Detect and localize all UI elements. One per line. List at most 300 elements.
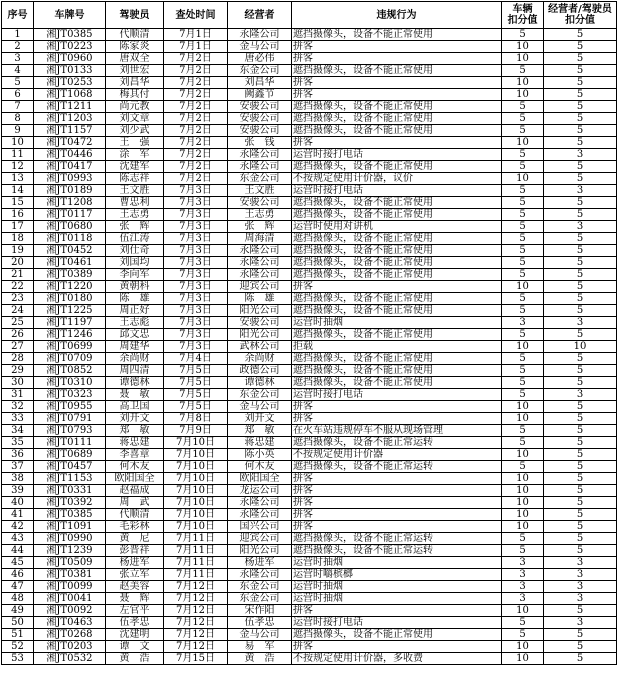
cell-operator: 东金公司 bbox=[228, 389, 292, 401]
cell-driver: 梅其付 bbox=[106, 89, 164, 101]
cell-operator: 永隆公司 bbox=[228, 497, 292, 509]
cell-violation: 不按规定使用计价器，议价 bbox=[292, 173, 502, 185]
cell-date: 7月2日 bbox=[164, 77, 228, 89]
cell-violation: 运营时抽烟 bbox=[292, 317, 502, 329]
cell-driver: 谭德林 bbox=[106, 377, 164, 389]
cell-plate: 湘JT0955 bbox=[34, 401, 106, 413]
cell-date: 7月2日 bbox=[164, 161, 228, 173]
cell-violation: 运营时抽烟 bbox=[292, 593, 502, 605]
cell-index: 21 bbox=[2, 269, 34, 281]
cell-operator-points: 3 bbox=[544, 569, 617, 581]
cell-driver: 沈建明 bbox=[106, 629, 164, 641]
cell-index: 23 bbox=[2, 293, 34, 305]
cell-index: 13 bbox=[2, 173, 34, 185]
cell-operator-points: 5 bbox=[544, 485, 617, 497]
cell-operator-points: 5 bbox=[544, 197, 617, 209]
cell-operator: 余尚财 bbox=[228, 353, 292, 365]
cell-index: 42 bbox=[2, 521, 34, 533]
cell-vehicle-points: 5 bbox=[502, 365, 544, 377]
cell-date: 7月10日 bbox=[164, 461, 228, 473]
cell-violation: 拼客 bbox=[292, 473, 502, 485]
table-row bbox=[2, 401, 617, 413]
cell-driver: 张立军 bbox=[106, 569, 164, 581]
cell-vehicle-points: 5 bbox=[502, 293, 544, 305]
cell-operator-points: 5 bbox=[544, 377, 617, 389]
header-vehicle-points: 车辆 扣分值 bbox=[502, 2, 544, 29]
cell-date: 7月3日 bbox=[164, 269, 228, 281]
cell-driver: 何木友 bbox=[106, 461, 164, 473]
cell-violation: 拼客 bbox=[292, 401, 502, 413]
table-row bbox=[2, 497, 617, 509]
cell-vehicle-points: 5 bbox=[502, 197, 544, 209]
table-row bbox=[2, 641, 617, 653]
table-row bbox=[2, 533, 617, 545]
cell-operator: 国兴公司 bbox=[228, 521, 292, 533]
cell-index: 8 bbox=[2, 113, 34, 125]
cell-date: 7月2日 bbox=[164, 101, 228, 113]
cell-driver: 邱文忠 bbox=[106, 329, 164, 341]
cell-date: 7月11日 bbox=[164, 569, 228, 581]
cell-operator-points: 5 bbox=[544, 53, 617, 65]
table-row bbox=[2, 29, 617, 41]
cell-operator: 蒋忠建 bbox=[228, 437, 292, 449]
cell-driver: 聂 敏 bbox=[106, 389, 164, 401]
cell-operator: 永隆公司 bbox=[228, 29, 292, 41]
cell-driver: 赵福成 bbox=[106, 485, 164, 497]
cell-operator: 阳光公司 bbox=[228, 329, 292, 341]
cell-vehicle-points: 5 bbox=[502, 185, 544, 197]
cell-violation: 遮挡摄像头，设备不能正常运转 bbox=[292, 545, 502, 557]
cell-driver: 尚元教 bbox=[106, 101, 164, 113]
cell-operator: 政德公司 bbox=[228, 365, 292, 377]
table-row bbox=[2, 425, 617, 437]
cell-operator-points: 5 bbox=[544, 545, 617, 557]
cell-operator: 永隆公司 bbox=[228, 245, 292, 257]
cell-date: 7月12日 bbox=[164, 629, 228, 641]
cell-operator-points: 5 bbox=[544, 161, 617, 173]
cell-index: 3 bbox=[2, 53, 34, 65]
cell-operator: 郑 敏 bbox=[228, 425, 292, 437]
cell-plate: 湘JT0189 bbox=[34, 185, 106, 197]
cell-operator-points: 3 bbox=[544, 593, 617, 605]
cell-violation: 拒载 bbox=[292, 341, 502, 353]
cell-plate: 湘JT0472 bbox=[34, 137, 106, 149]
cell-date: 7月10日 bbox=[164, 485, 228, 497]
cell-operator-points: 5 bbox=[544, 269, 617, 281]
cell-vehicle-points: 5 bbox=[502, 209, 544, 221]
table-row bbox=[2, 449, 617, 461]
cell-operator-points: 5 bbox=[544, 137, 617, 149]
cell-plate: 湘JT0993 bbox=[34, 173, 106, 185]
cell-date: 7月10日 bbox=[164, 497, 228, 509]
cell-index: 4 bbox=[2, 65, 34, 77]
cell-driver: 刘仕奇 bbox=[106, 245, 164, 257]
cell-violation: 运营时嚼槟榔 bbox=[292, 569, 502, 581]
table-row bbox=[2, 317, 617, 329]
cell-driver: 彭晋祥 bbox=[106, 545, 164, 557]
cell-date: 7月3日 bbox=[164, 209, 228, 221]
cell-operator: 欧阳国全 bbox=[228, 473, 292, 485]
cell-operator: 伍孝忠 bbox=[228, 617, 292, 629]
cell-index: 2 bbox=[2, 41, 34, 53]
cell-vehicle-points: 10 bbox=[502, 509, 544, 521]
cell-vehicle-points: 10 bbox=[502, 473, 544, 485]
cell-plate: 湘JT0960 bbox=[34, 53, 106, 65]
cell-driver: 毛彩林 bbox=[106, 521, 164, 533]
cell-plate: 湘JT1197 bbox=[34, 317, 106, 329]
cell-vehicle-points: 10 bbox=[502, 89, 544, 101]
cell-plate: 湘JT0709 bbox=[34, 353, 106, 365]
cell-violation: 遮挡摄像头，设备不能正常使用 bbox=[292, 161, 502, 173]
cell-index: 22 bbox=[2, 281, 34, 293]
cell-date: 7月11日 bbox=[164, 557, 228, 569]
cell-date: 7月5日 bbox=[164, 401, 228, 413]
cell-index: 10 bbox=[2, 137, 34, 149]
cell-operator: 阳光公司 bbox=[228, 545, 292, 557]
cell-vehicle-points: 5 bbox=[502, 377, 544, 389]
cell-date: 7月2日 bbox=[164, 53, 228, 65]
cell-operator-points: 5 bbox=[544, 509, 617, 521]
cell-index: 6 bbox=[2, 89, 34, 101]
cell-date: 7月3日 bbox=[164, 233, 228, 245]
cell-plate: 湘JT0323 bbox=[34, 389, 106, 401]
cell-plate: 湘JT1220 bbox=[34, 281, 106, 293]
cell-plate: 湘JT1157 bbox=[34, 125, 106, 137]
cell-driver: 赵美容 bbox=[106, 581, 164, 593]
table-row bbox=[2, 593, 617, 605]
cell-operator-points: 5 bbox=[544, 449, 617, 461]
cell-vehicle-points: 10 bbox=[502, 641, 544, 653]
cell-operator-points: 5 bbox=[544, 425, 617, 437]
cell-vehicle-points: 5 bbox=[502, 269, 544, 281]
cell-index: 53 bbox=[2, 653, 34, 665]
cell-index: 31 bbox=[2, 389, 34, 401]
cell-operator: 阳光公司 bbox=[228, 305, 292, 317]
cell-driver: 刘文章 bbox=[106, 113, 164, 125]
cell-violation: 拼客 bbox=[292, 89, 502, 101]
cell-violation: 不按规定使用计价器，多收费 bbox=[292, 653, 502, 665]
cell-plate: 湘JT0180 bbox=[34, 293, 106, 305]
cell-date: 7月4日 bbox=[164, 353, 228, 365]
cell-operator-points: 5 bbox=[544, 437, 617, 449]
cell-vehicle-points: 10 bbox=[502, 521, 544, 533]
cell-index: 33 bbox=[2, 413, 34, 425]
cell-vehicle-points: 10 bbox=[502, 413, 544, 425]
header-violation: 违规行为 bbox=[292, 2, 502, 29]
cell-plate: 湘JT0117 bbox=[34, 209, 106, 221]
cell-plate: 湘JT0461 bbox=[34, 257, 106, 269]
cell-violation: 遮挡摄像头，设备不能正常使用 bbox=[292, 29, 502, 41]
table-row bbox=[2, 509, 617, 521]
table-row bbox=[2, 101, 617, 113]
cell-violation: 运营时接打电话 bbox=[292, 617, 502, 629]
table-row bbox=[2, 185, 617, 197]
cell-driver: 欧阳国全 bbox=[106, 473, 164, 485]
cell-operator-points: 5 bbox=[544, 113, 617, 125]
cell-operator: 王志勇 bbox=[228, 209, 292, 221]
cell-driver: 聂 辉 bbox=[106, 593, 164, 605]
cell-violation: 拼客 bbox=[292, 41, 502, 53]
cell-violation: 遮挡摄像头，设备不能正常使用 bbox=[292, 365, 502, 377]
cell-operator-points: 5 bbox=[544, 533, 617, 545]
cell-index: 35 bbox=[2, 437, 34, 449]
cell-violation: 运营时接打电话 bbox=[292, 185, 502, 197]
cell-operator-points: 5 bbox=[544, 353, 617, 365]
cell-date: 7月3日 bbox=[164, 245, 228, 257]
cell-index: 50 bbox=[2, 617, 34, 629]
cell-operator: 永隆公司 bbox=[228, 149, 292, 161]
cell-plate: 湘JT0446 bbox=[34, 149, 106, 161]
cell-operator-points: 5 bbox=[544, 101, 617, 113]
header-driver: 驾驶员 bbox=[106, 2, 164, 29]
cell-operator: 何木友 bbox=[228, 461, 292, 473]
cell-plate: 湘JT0099 bbox=[34, 581, 106, 593]
cell-driver: 刘开文 bbox=[106, 413, 164, 425]
cell-operator-points: 5 bbox=[544, 521, 617, 533]
cell-index: 25 bbox=[2, 317, 34, 329]
cell-operator: 安骏公司 bbox=[228, 317, 292, 329]
cell-operator: 东金公司 bbox=[228, 65, 292, 77]
cell-plate: 湘JT1239 bbox=[34, 545, 106, 557]
cell-vehicle-points: 3 bbox=[502, 593, 544, 605]
cell-index: 14 bbox=[2, 185, 34, 197]
cell-index: 18 bbox=[2, 233, 34, 245]
cell-violation: 拼客 bbox=[292, 521, 502, 533]
cell-index: 43 bbox=[2, 533, 34, 545]
cell-plate: 湘JT0509 bbox=[34, 557, 106, 569]
cell-vehicle-points: 5 bbox=[502, 461, 544, 473]
cell-violation: 拼客 bbox=[292, 509, 502, 521]
cell-driver: 周建华 bbox=[106, 341, 164, 353]
cell-operator: 张 钱 bbox=[228, 137, 292, 149]
cell-driver: 刘少武 bbox=[106, 125, 164, 137]
cell-plate: 湘JT0452 bbox=[34, 245, 106, 257]
table-row bbox=[2, 89, 617, 101]
cell-operator: 唐必伟 bbox=[228, 53, 292, 65]
cell-driver: 王文胜 bbox=[106, 185, 164, 197]
cell-vehicle-points: 5 bbox=[502, 245, 544, 257]
cell-violation: 运营时接打电话 bbox=[292, 149, 502, 161]
cell-plate: 湘JT0532 bbox=[34, 653, 106, 665]
cell-index: 26 bbox=[2, 329, 34, 341]
table-row bbox=[2, 281, 617, 293]
cell-plate: 湘JT0417 bbox=[34, 161, 106, 173]
cell-operator-points: 3 bbox=[544, 185, 617, 197]
cell-index: 1 bbox=[2, 29, 34, 41]
cell-driver: 陈志祥 bbox=[106, 173, 164, 185]
cell-index: 39 bbox=[2, 485, 34, 497]
cell-plate: 湘JT0092 bbox=[34, 605, 106, 617]
cell-operator-points: 5 bbox=[544, 125, 617, 137]
cell-operator: 武林公司 bbox=[228, 341, 292, 353]
cell-date: 7月15日 bbox=[164, 653, 228, 665]
cell-operator: 安骏公司 bbox=[228, 197, 292, 209]
header-operator: 经营者 bbox=[228, 2, 292, 29]
cell-operator-points: 5 bbox=[544, 245, 617, 257]
cell-violation: 遮挡摄像头，设备不能正常运转 bbox=[292, 461, 502, 473]
cell-date: 7月12日 bbox=[164, 641, 228, 653]
cell-violation: 遮挡摄像头，设备不能正常使用 bbox=[292, 65, 502, 77]
cell-index: 48 bbox=[2, 593, 34, 605]
cell-index: 49 bbox=[2, 605, 34, 617]
cell-index: 29 bbox=[2, 365, 34, 377]
cell-plate: 湘JT1091 bbox=[34, 521, 106, 533]
cell-violation: 遮挡摄像头，设备不能正常使用 bbox=[292, 209, 502, 221]
cell-operator: 杨进军 bbox=[228, 557, 292, 569]
table-row bbox=[2, 521, 617, 533]
cell-violation: 运营时抽烟 bbox=[292, 581, 502, 593]
cell-driver: 刘世宏 bbox=[106, 65, 164, 77]
cell-operator-points: 5 bbox=[544, 89, 617, 101]
cell-date: 7月11日 bbox=[164, 533, 228, 545]
cell-operator: 安骏公司 bbox=[228, 101, 292, 113]
cell-violation: 遮挡摄像头，设备不能正常运转 bbox=[292, 437, 502, 449]
cell-violation: 遮挡摄像头，设备不能正常运转 bbox=[292, 533, 502, 545]
cell-violation: 拼客 bbox=[292, 605, 502, 617]
cell-operator-points: 3 bbox=[544, 581, 617, 593]
cell-date: 7月2日 bbox=[164, 125, 228, 137]
table-row bbox=[2, 629, 617, 641]
cell-vehicle-points: 5 bbox=[502, 65, 544, 77]
cell-violation: 拼客 bbox=[292, 413, 502, 425]
cell-index: 11 bbox=[2, 149, 34, 161]
table-row bbox=[2, 65, 617, 77]
cell-violation: 遮挡摄像头，设备不能正常使用 bbox=[292, 257, 502, 269]
table-row bbox=[2, 173, 617, 185]
cell-driver: 涂 军 bbox=[106, 149, 164, 161]
cell-operator: 刘开文 bbox=[228, 413, 292, 425]
cell-vehicle-points: 10 bbox=[502, 77, 544, 89]
cell-operator-points: 5 bbox=[544, 65, 617, 77]
table-row bbox=[2, 461, 617, 473]
cell-driver: 李向军 bbox=[106, 269, 164, 281]
cell-date: 7月3日 bbox=[164, 329, 228, 341]
cell-operator-points: 5 bbox=[544, 293, 617, 305]
violations-table bbox=[1, 1, 617, 665]
cell-vehicle-points: 10 bbox=[502, 341, 544, 353]
cell-vehicle-points: 3 bbox=[502, 581, 544, 593]
cell-plate: 湘JT0223 bbox=[34, 41, 106, 53]
cell-date: 7月1日 bbox=[164, 41, 228, 53]
cell-date: 7月10日 bbox=[164, 449, 228, 461]
cell-date: 7月10日 bbox=[164, 521, 228, 533]
cell-violation: 拼客 bbox=[292, 53, 502, 65]
cell-operator: 金马公司 bbox=[228, 41, 292, 53]
cell-plate: 湘JT1208 bbox=[34, 197, 106, 209]
table-row bbox=[2, 545, 617, 557]
table-row bbox=[2, 125, 617, 137]
header-row bbox=[2, 2, 617, 29]
cell-plate: 湘JT1211 bbox=[34, 101, 106, 113]
cell-violation: 在火车站违规停车不服从现场管理 bbox=[292, 425, 502, 437]
cell-index: 7 bbox=[2, 101, 34, 113]
table-row bbox=[2, 269, 617, 281]
header-operator-points: 经营者/驾驶员 扣分值 bbox=[544, 2, 617, 29]
cell-operator-points: 3 bbox=[544, 617, 617, 629]
cell-plate: 湘JT0463 bbox=[34, 617, 106, 629]
table-row bbox=[2, 53, 617, 65]
cell-date: 7月11日 bbox=[164, 545, 228, 557]
cell-operator: 迎宾公司 bbox=[228, 281, 292, 293]
cell-date: 7月3日 bbox=[164, 341, 228, 353]
cell-violation: 拼客 bbox=[292, 641, 502, 653]
cell-driver: 周正好 bbox=[106, 305, 164, 317]
cell-vehicle-points: 3 bbox=[502, 317, 544, 329]
cell-index: 32 bbox=[2, 401, 34, 413]
cell-date: 7月10日 bbox=[164, 473, 228, 485]
table-row bbox=[2, 437, 617, 449]
cell-vehicle-points: 5 bbox=[502, 545, 544, 557]
cell-violation: 遮挡摄像头，设备不能正常使用 bbox=[292, 329, 502, 341]
cell-plate: 湘JT0331 bbox=[34, 485, 106, 497]
cell-plate: 湘JT0392 bbox=[34, 497, 106, 509]
cell-operator-points: 5 bbox=[544, 281, 617, 293]
cell-vehicle-points: 10 bbox=[502, 449, 544, 461]
cell-operator: 永隆公司 bbox=[228, 509, 292, 521]
cell-date: 7月2日 bbox=[164, 113, 228, 125]
cell-driver: 王志勇 bbox=[106, 209, 164, 221]
cell-vehicle-points: 5 bbox=[502, 113, 544, 125]
cell-operator-points: 3 bbox=[544, 317, 617, 329]
cell-index: 51 bbox=[2, 629, 34, 641]
cell-vehicle-points: 10 bbox=[502, 653, 544, 665]
cell-driver: 代顺清 bbox=[106, 29, 164, 41]
cell-driver: 黄 浩 bbox=[106, 653, 164, 665]
cell-driver: 谭 文 bbox=[106, 641, 164, 653]
cell-driver: 王 强 bbox=[106, 137, 164, 149]
header-plate: 车牌号 bbox=[34, 2, 106, 29]
cell-operator: 东金公司 bbox=[228, 173, 292, 185]
cell-date: 7月12日 bbox=[164, 617, 228, 629]
cell-violation: 拼客 bbox=[292, 485, 502, 497]
cell-index: 24 bbox=[2, 305, 34, 317]
table-row bbox=[2, 257, 617, 269]
cell-operator: 陈 雄 bbox=[228, 293, 292, 305]
cell-operator: 王文胜 bbox=[228, 185, 292, 197]
cell-operator: 宋作阳 bbox=[228, 605, 292, 617]
cell-driver: 刘昌华 bbox=[106, 77, 164, 89]
cell-date: 7月5日 bbox=[164, 365, 228, 377]
cell-index: 27 bbox=[2, 341, 34, 353]
cell-plate: 湘JT0689 bbox=[34, 449, 106, 461]
cell-plate: 湘JT0133 bbox=[34, 65, 106, 77]
cell-operator-points: 3 bbox=[544, 389, 617, 401]
cell-vehicle-points: 10 bbox=[502, 173, 544, 185]
cell-date: 7月10日 bbox=[164, 437, 228, 449]
cell-plate: 湘JT0389 bbox=[34, 269, 106, 281]
cell-violation: 遮挡摄像头，设备不能正常使用 bbox=[292, 377, 502, 389]
cell-operator-points: 5 bbox=[544, 461, 617, 473]
cell-operator-points: 5 bbox=[544, 605, 617, 617]
cell-violation: 运营时使用对讲机 bbox=[292, 221, 502, 233]
cell-plate: 湘JT0111 bbox=[34, 437, 106, 449]
cell-date: 7月2日 bbox=[164, 149, 228, 161]
cell-operator: 陈小英 bbox=[228, 449, 292, 461]
cell-driver: 杨进军 bbox=[106, 557, 164, 569]
cell-date: 7月8日 bbox=[164, 413, 228, 425]
cell-operator: 张 辉 bbox=[228, 221, 292, 233]
cell-date: 7月12日 bbox=[164, 605, 228, 617]
cell-plate: 湘JT0385 bbox=[34, 509, 106, 521]
cell-operator-points: 10 bbox=[544, 341, 617, 353]
cell-driver: 伍江涛 bbox=[106, 233, 164, 245]
cell-driver: 陈 雄 bbox=[106, 293, 164, 305]
cell-vehicle-points: 5 bbox=[502, 389, 544, 401]
cell-vehicle-points: 5 bbox=[502, 617, 544, 629]
table-row bbox=[2, 365, 617, 377]
cell-vehicle-points: 3 bbox=[502, 569, 544, 581]
cell-date: 7月10日 bbox=[164, 509, 228, 521]
